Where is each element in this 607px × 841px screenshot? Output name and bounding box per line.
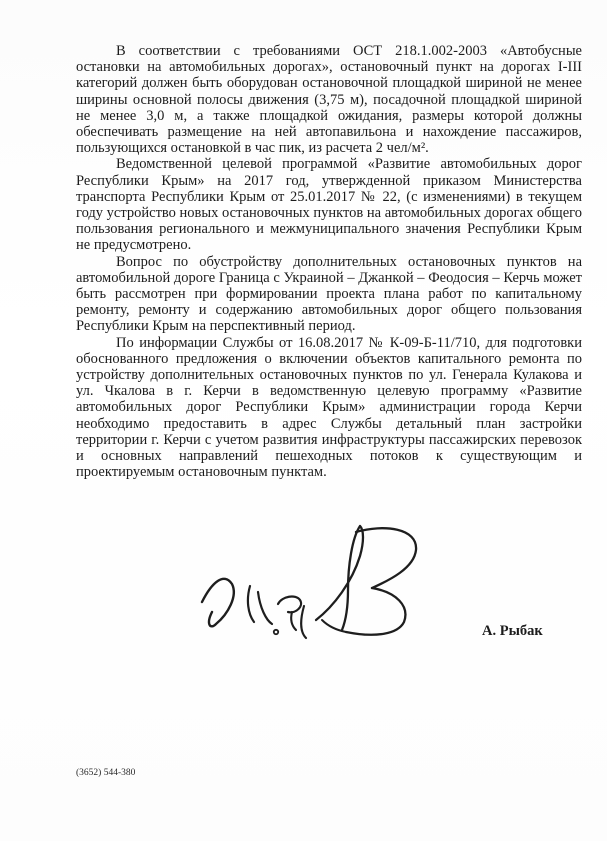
handwritten-signature	[196, 520, 426, 650]
signer-name: А. Рыбак	[482, 623, 543, 639]
contact-phone: (3652) 544-380	[76, 768, 136, 778]
paragraph-service-info: По информации Службы от 16.08.2017 № К-09-Б-11/710, для подготовки обоснованного предложения о включении объектов капитального ремонта по устройству дополнительных остановочных пунктов по ул. Генерала Кулакова и ул. Чкалова в г. Керчи в ведомственную целевую программу «Развитие автомобильных дорог Республики Крым» администрации города Керчи необходимо предоставить в адрес Службы детальный план застройки территории г. Керчи с учетом развития инфраструктуры пассажирских перевозок и основных направлений пешеходных потоков к существующим и проектируемым остановочным пунктам.	[76, 334, 582, 481]
paragraph-ost-requirements: В соответствии с требованиями ОСТ 218.1.002-2003 «Автобусные остановки на автомобильных дорогах», остановочный пункт на дорогах I-III категорий должен быть оборудован остановочной площадкой шириной не менее ширины основной полосы движения (3,75 м), посадочной площадкой шириной не менее 3,0 м, а также площадкой ожидания, размеры которой должны обеспечивать размещение на ней автопавильона и нахождение пассажиров, пользующихся остановкой в час пик, из расчета 2 чел/м².	[76, 43, 582, 157]
paragraph-reconstruction: Вопрос по обустройству дополнительных остановочных пунктов на автомобильной дороге Граница с Украиной – Джанкой – Феодосия – Керчь может быть рассмотрен при формировании проекта плана работ по капитальному ремонту, ремонту и содержанию автомобильных дорог общего пользования Республики Крым на перспективный период.	[76, 253, 582, 335]
letter-body	[76, 43, 582, 480]
paragraph-program: Ведомственной целевой программой «Развитие автомобильных дорог Республики Крым» на 2017 год, утвержденной приказом Министерства транспорта Республики Крым от 25.01.2017 № 22, (с изменениями) в текущем году устройство новых остановочных пунктов на автомобильных дорогах общего пользования регионального и межмуниципального значения Республики Крым не предусмотрено.	[76, 156, 582, 254]
